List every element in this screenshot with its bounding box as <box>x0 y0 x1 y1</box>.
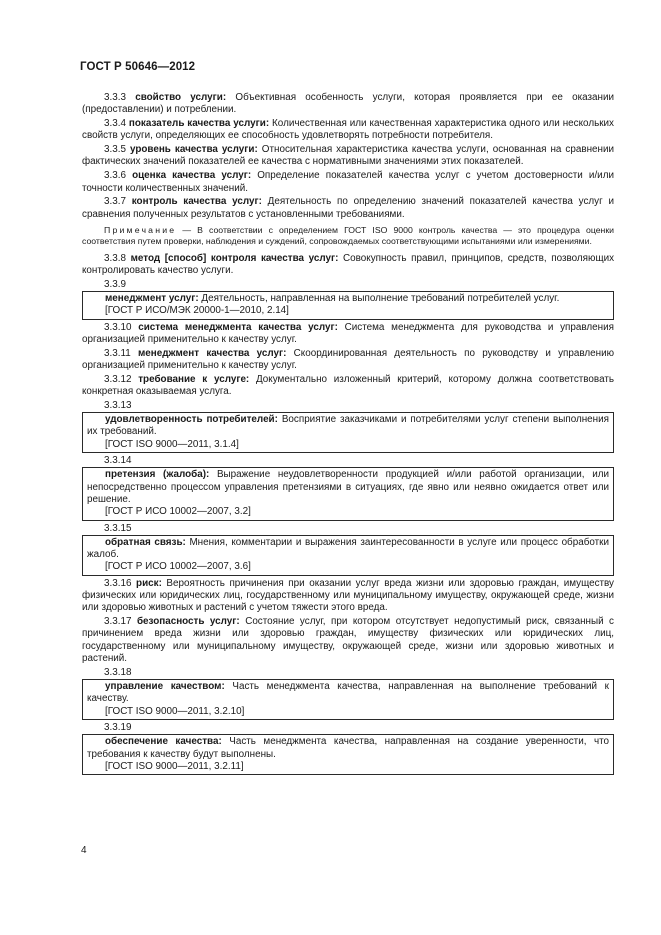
note-label: Примечание <box>104 224 177 235</box>
term-3-3-16: 3.3.16 риск: Вероятность причинения при оказании услуг вреда жизни или здоровью граждан, имуществу физических или юридических лиц, государственному или муниципальному имуществу, окружающей среде, жизни или здоровью животных и растений с учетом тяжести этого вреда. <box>82 577 614 614</box>
term-number-3-3-14: 3.3.14 <box>104 455 132 467</box>
term-3-3-12: 3.3.12 требование к услуге: Документально изложенный критерий, которому должна соответствовать конкретная оказываемая услуга. <box>82 373 615 398</box>
term-box-3-3-15: обратная связь: Мнения, комментарии и выражения заинтересованности в услуге или процесс обработки жалоб. [ГОСТ Р ИСО 10002—2007, 3.6] <box>82 535 614 576</box>
term-3-3-6: 3.3.6 оценка качества услуг: Определение показателей качества услуг с учетом достоверности и/или точности количественных значений. <box>82 170 614 194</box>
document-body <box>82 92 614 777</box>
note <box>82 225 614 248</box>
term-reference: [ГОСТ ISO 9000—2011, 3.2.11] <box>105 760 244 772</box>
term-reference: [ГОСТ Р ИСО/МЭК 20000-1—2010, 2.14] <box>105 305 289 317</box>
term-box-3-3-13: удовлетворенность потребителей: Восприятие заказчиками и потребителями услуг степени выполнения их требований. [ГОСТ ISO 9000—2011, 3.1.4] <box>82 412 614 453</box>
term-reference: [ГОСТ Р ИСО 10002—2007, 3.6] <box>105 561 251 573</box>
page-number: 4 <box>81 845 87 856</box>
term-3-3-10: 3.3.10 система менеджмента качества услуг: Система менеджмента для руководства и управления организацией применительно к качеству услуг. <box>82 321 614 345</box>
term-3-3-8: 3.3.8 метод [способ] контроля качества услуг: Совокупность правил, принципов, средств, позволяющих контролировать качество услуги. <box>82 252 615 276</box>
term-number-3-3-13: 3.3.13 <box>104 399 132 411</box>
term-reference: [ГОСТ ISO 9000—2011, 3.1.4] <box>105 438 239 450</box>
term-3-3-7: 3.3.7 контроль качества услуг: Деятельность по определению значений показателей качества услуг и сравнения полученных результатов с установленными требованиями. <box>82 196 614 220</box>
term-reference: [ГОСТ ISO 9000—2011, 3.2.10] <box>105 705 245 717</box>
term-reference: [ГОСТ Р ИСО 10002—2007, 3.2] <box>105 506 251 518</box>
document-header: ГОСТ Р 50646—2012 <box>80 61 196 73</box>
term-box-3-3-14: претензия (жалоба): Выражение неудовлетворенности продукцией и/или работой организации, или непосредственно процессом управления претензиями в ситуациях, где явно или неявно ожидается ответ или решение. [ГОСТ Р ИСО 10002—2007, 3.2] <box>82 467 614 520</box>
note-text: — В соответствии с определением ГОСТ ISO 9000 контроль качества — это процедура оценки соответствия путем проверки, наблюдения и суждений, сопровождаемых соответствующими испытаниями или измерениями. <box>82 224 614 247</box>
term-3-3-5: 3.3.5 уровень качества услуги: Относительная характеристика качества услуги, основанная на сравнении фактических значений показателей ее качества с нормативными значениями этих показателей. <box>82 144 614 168</box>
term-number-3-3-15: 3.3.15 <box>104 522 132 534</box>
term-3-3-17: 3.3.17 безопасность услуг: Состояние услуг, при котором отсутствует недопустимый риск, связанный с причинением вреда жизни или здоровью граждан, имуществу физических или юридических лиц, государственному или муниципальному имуществу, окружающей среде, жизни или здоровью животных и растений. <box>82 616 614 664</box>
term-3-3-4: 3.3.4 показатель качества услуги: Количественная или качественная характеристика одного или нескольких свойств услуги, определяющих ее способность удовлетворять потребности потребителя. <box>82 118 614 142</box>
term-box-3-3-9: менеджмент услуг: Деятельность, направленная на выполнение требований потребителей услуг. [ГОСТ Р ИСО/МЭК 20000-1—2010, 2.14] <box>82 291 614 320</box>
term-number-3-3-18: 3.3.18 <box>104 666 132 678</box>
term-box-3-3-18: управление качеством: Часть менеджмента качества, направленная на выполнение требований к качеству. [ГОСТ ISO 9000—2011, 3.2.10] <box>82 679 614 720</box>
term-number-3-3-9: 3.3.9 <box>104 278 126 290</box>
term-3-3-3: 3.3.3 свойство услуги: Объективная особенность услуги, которая проявляется при ее оказании (предоставлении) и потреблении. <box>82 92 614 116</box>
term-3-3-11: 3.3.11 менеджмент качества услуг: Скоординированная деятельность по руководству и управлению организацией применительно к качеству услуг. <box>82 347 615 371</box>
term-box-3-3-19: обеспечение качества: Часть менеджмента качества, направленная на создание уверенности, что требования к качеству будут выполнены. [ГОСТ ISO 9000—2011, 3.2.11] <box>82 734 614 775</box>
term-number-3-3-19: 3.3.19 <box>104 721 132 733</box>
